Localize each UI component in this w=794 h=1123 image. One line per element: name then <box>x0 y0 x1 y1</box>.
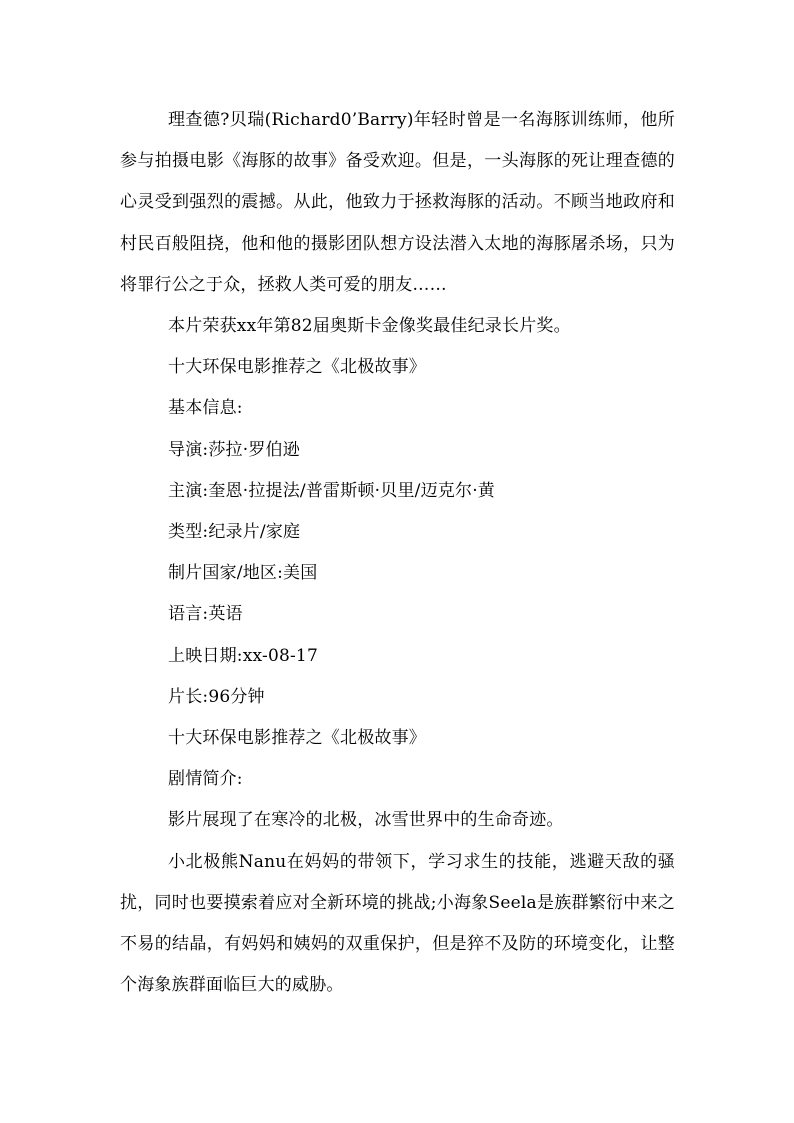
cast-line: 主演:奎恩·拉提法/普雷斯顿·贝里/迈克尔·黄 <box>168 480 495 501</box>
document-body <box>120 100 675 1006</box>
director-line: 导演:莎拉·罗伯逊 <box>168 439 300 460</box>
section-heading-arctic: 十大环保电影推荐之《北极故事》 <box>168 357 426 378</box>
synopsis-body: 小北极熊Nanu在妈妈的带领下，学习求生的技能，逃避天敌的骚扰，同时也要摸索着应对全新环境的挑战;小海象Seela是族群繁衍中来之不易的结晶，有妈妈和姨妈的双重保护，但是猝不及防的环境变化，让整个海象族群面临巨大的威胁。 <box>120 851 675 996</box>
genre-line: 类型:纪录片/家庭 <box>168 522 301 543</box>
paragraph-dolphin-story: 理查德?贝瑞(Richard0’Barry)年轻时曾是一名海豚训练师，他所参与拍摄电影《海豚的故事》备受欢迎。但是，一头海豚的死让理查德的心灵受到强烈的震撼。从此，他致力于拯救海豚的活动。不顾当地政府和村民百般阻挠，他和他的摄影团队想方设法潜入太地的海豚屠杀场，只为将罪行公之于众，拯救人类可爱的朋友…… <box>120 110 675 295</box>
paragraph-award: 本片荣获xx年第82届奥斯卡金像奖最佳纪录长片奖。 <box>168 316 571 337</box>
basic-info-label: 基本信息: <box>168 398 243 419</box>
release-date-line: 上映日期:xx-08-17 <box>168 645 318 666</box>
runtime-line: 片长:96分钟 <box>168 686 265 707</box>
language-line: 语言:英语 <box>168 604 243 625</box>
country-line: 制片国家/地区:美国 <box>168 563 318 584</box>
section-heading-arctic-repeat: 十大环保电影推荐之《北极故事》 <box>168 728 426 749</box>
synopsis-label: 剧情简介: <box>168 769 243 790</box>
synopsis-intro: 影片展现了在寒冷的北极，冰雪世界中的生命奇迹。 <box>168 810 564 831</box>
